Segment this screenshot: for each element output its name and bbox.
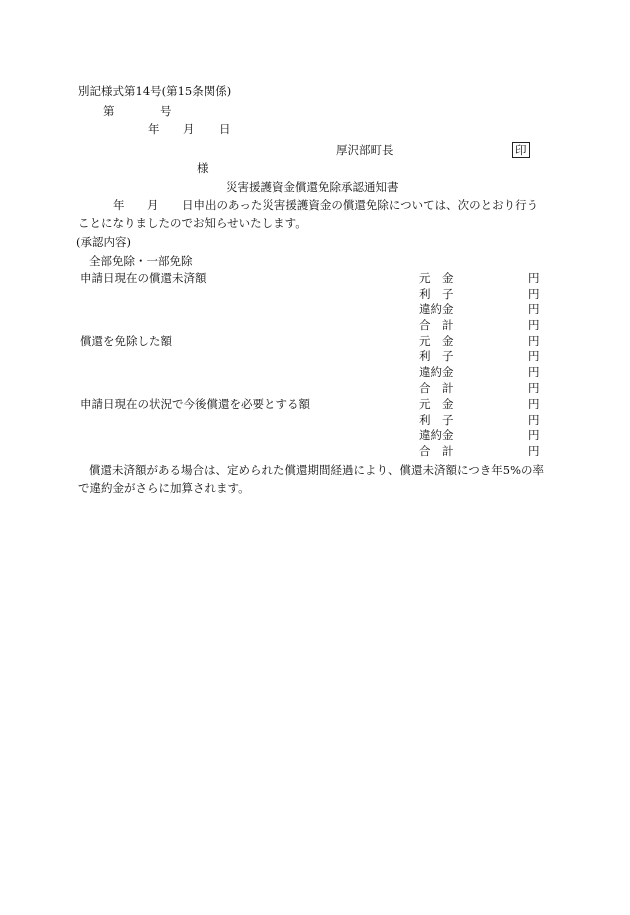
item-penalty: 違約金 <box>419 428 454 442</box>
number-prefix: 第 <box>103 104 115 118</box>
intro-month: 月 <box>147 198 159 212</box>
item-unit: 円 <box>528 287 540 301</box>
item-penalty: 違約金 <box>419 302 454 316</box>
item-unit: 円 <box>528 349 540 363</box>
issuer-title: 厚沢部町長 <box>336 143 394 157</box>
seal-mark: 印 <box>512 142 530 158</box>
item-unit: 円 <box>528 397 540 411</box>
date-month: 月 <box>183 122 195 136</box>
section-label: 償還を免除した額 <box>80 334 172 348</box>
section-label: 申請日現在の償還未済額 <box>80 271 207 285</box>
item-principal: 元 金 <box>419 397 454 411</box>
section-label: 申請日現在の状況で今後償還を必要とする額 <box>80 397 310 411</box>
item-total: 合 計 <box>419 381 454 395</box>
item-penalty: 違約金 <box>419 365 454 379</box>
date-day: 日 <box>219 122 231 136</box>
intro-text: 日申出のあった災害援護資金の償還免除については、次のとおり行う <box>182 198 539 212</box>
intro-year: 年 <box>113 198 125 212</box>
item-interest: 利 子 <box>419 287 454 301</box>
item-total: 合 計 <box>419 318 454 332</box>
note-line2: で違約金がさらに加算されます。 <box>78 481 250 495</box>
item-principal: 元 金 <box>419 271 454 285</box>
item-unit: 円 <box>528 381 540 395</box>
item-unit: 円 <box>528 413 540 427</box>
item-unit: 円 <box>528 444 540 458</box>
date-year: 年 <box>148 122 160 136</box>
item-unit: 円 <box>528 302 540 316</box>
form-id: 別記様式第14号(第15条関係) <box>78 84 232 98</box>
note-line1: 償還未済額がある場合は、定められた償還期間経過により、償還未済額につき年5%の率 <box>89 463 545 477</box>
item-interest: 利 子 <box>419 349 454 363</box>
exemption-type: 全部免除・一部免除 <box>89 254 193 268</box>
item-unit: 円 <box>528 365 540 379</box>
approval-heading: (承認内容) <box>76 235 131 249</box>
item-unit: 円 <box>528 271 540 285</box>
item-total: 合 計 <box>419 444 454 458</box>
number-suffix: 号 <box>160 104 172 118</box>
item-unit: 円 <box>528 428 540 442</box>
doc-title: 災害援護資金償還免除承認通知書 <box>226 180 399 194</box>
item-unit: 円 <box>528 318 540 332</box>
intro-line2: ことになりましたのでお知らせいたします。 <box>78 216 307 230</box>
item-principal: 元 金 <box>419 334 454 348</box>
item-interest: 利 子 <box>419 413 454 427</box>
item-unit: 円 <box>528 334 540 348</box>
recipient-suffix: 様 <box>197 161 209 175</box>
